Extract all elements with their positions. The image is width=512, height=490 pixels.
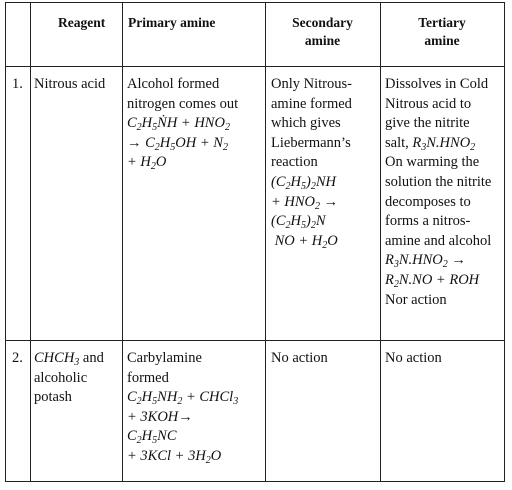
reactions-table xyxy=(5,2,505,482)
header-tertiary-amine: Tertiary amine xyxy=(418,15,466,48)
primary-amine-nitrous-result: Alcohol formed nitrogen comes out $C_2H_5ṄH + HNO_2$ → $C_2H_5OH + N_2$ + $H_2O$ xyxy=(127,76,239,173)
column-divider xyxy=(380,3,381,481)
row-divider xyxy=(6,66,504,67)
tertiary-amine-carbylamine-result: No action xyxy=(385,350,442,366)
row-number: 1. xyxy=(12,76,23,92)
column-divider xyxy=(30,3,31,481)
row-number: 2. xyxy=(12,350,23,366)
column-divider xyxy=(265,3,266,481)
secondary-amine-nitrous-result: Only Nitrous- amine formed which gives Liebermann’s reaction $(C_2H_5)_2NH$ + $HNO_2$ → $(C_2H_5)_2N$ NO + $H_2O$ xyxy=(271,76,352,251)
primary-amine-carbylamine-result: Carbylamine formed $C_2H_5NH_2$ + CHCl$_3$ + 3KOH→ $C_2H_5NC$ + $3KCl + 3H_2O$ xyxy=(127,350,239,466)
header-secondary-amine: Secondary amine xyxy=(292,15,353,48)
row-divider xyxy=(6,340,504,341)
tertiary-amine-nitrous-result: Dissolves in Cold Nitrous acid to give the nitrite salt, $R_3N.HNO_2$ On warming the solution the nitrite decomposes to forms a nitros- amine and alcohol $R_3N.HNO_2$ → $R_2N.NO$ + ROH Nor action xyxy=(385,76,492,308)
header-primary-amine: Primary amine xyxy=(128,15,216,30)
secondary-amine-carbylamine-result: No action xyxy=(271,350,328,366)
column-divider xyxy=(122,3,123,481)
header-reagent: Reagent xyxy=(58,15,106,30)
reagent-chloroform-alcoholic-potash: $CHCH_3$ and alcoholic potash xyxy=(34,350,104,406)
reagent-nitrous-acid: Nitrous acid xyxy=(34,76,106,92)
